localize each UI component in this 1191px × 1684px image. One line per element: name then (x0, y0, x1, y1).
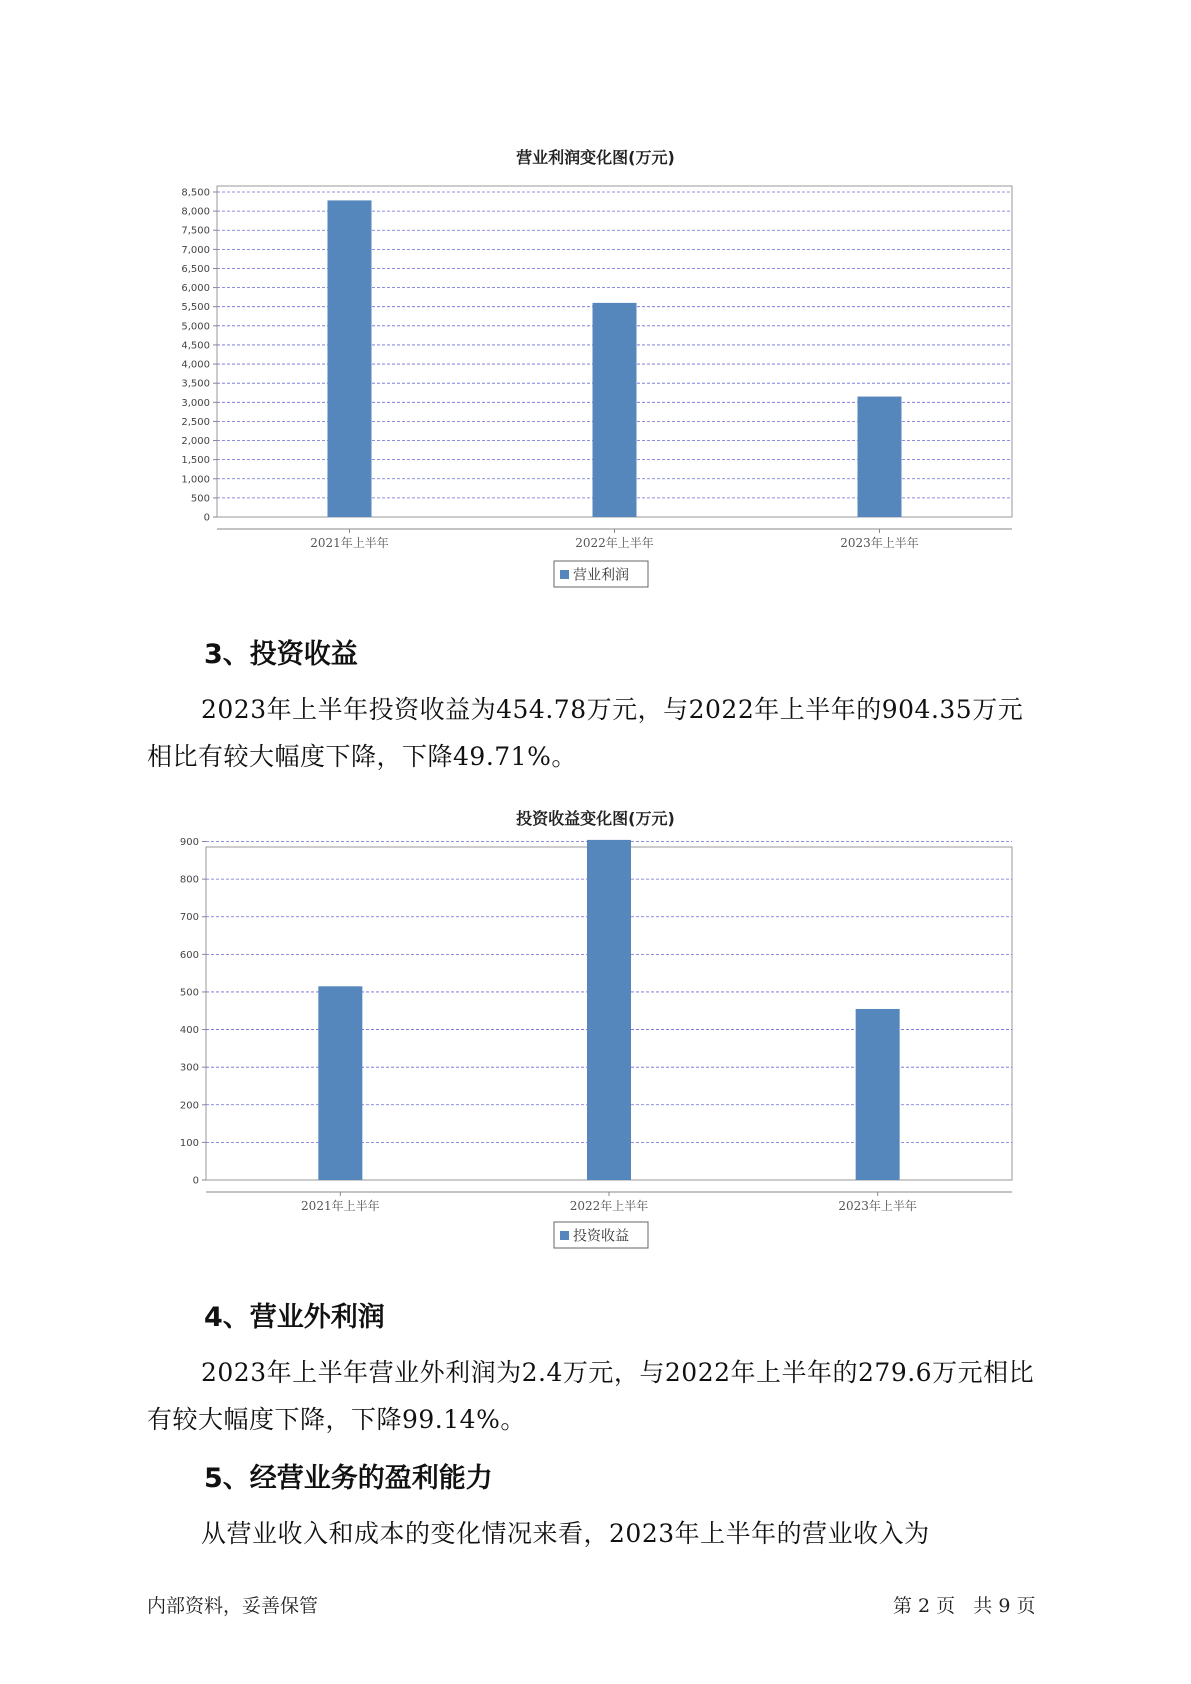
y-tick-label: 300 (179, 1062, 199, 1074)
y-tick-label: 6,500 (181, 263, 210, 275)
x-tick-label: 2022年上半年 (575, 536, 654, 550)
legend (554, 1222, 648, 1248)
y-tick-label: 8,000 (181, 206, 210, 218)
chart2-title: 投资收益变化图(万元) (516, 809, 675, 828)
y-tick-label: 5,000 (181, 321, 210, 333)
y-tick-label: 0 (203, 512, 210, 524)
section-5-heading: 5、经营业务的盈利能力 (204, 1463, 493, 1494)
section-4-paragraph: 2023年上半年营业外利润为2.4万元，与2022年上半年的279.6万元相比有较大幅度下降，下降99.14%。 (147, 1358, 1035, 1434)
x-tick-label: 2023年上半年 (840, 536, 919, 550)
section-4-heading: 4、营业外利润 (204, 1302, 385, 1333)
section-3-heading: 3、投资收益 (204, 639, 358, 670)
section-5-paragraph: 从营业收入和成本的变化情况来看，2023年上半年的营业收入为 (201, 1519, 930, 1548)
footer-page-number: 第 2 页 共 9 页 (893, 1595, 1036, 1617)
chart1-title: 营业利润变化图(万元) (516, 148, 675, 167)
y-tick-label: 7,500 (181, 225, 210, 237)
y-tick-label: 2,000 (181, 436, 210, 448)
y-tick-label: 2,500 (181, 416, 210, 428)
x-tick-label: 2021年上半年 (310, 536, 389, 550)
y-tick-label: 200 (179, 1100, 199, 1112)
y-tick-label: 800 (179, 874, 199, 886)
legend-swatch (560, 1231, 569, 1240)
y-tick-label: 900 (179, 837, 199, 849)
y-tick-label: 1,000 (181, 474, 210, 486)
section-3-paragraph: 2023年上半年投资收益为454.78万元，与2022年上半年的904.35万元相比有较大幅度下降，下降49.71%。 (147, 695, 1024, 771)
y-tick-label: 600 (179, 949, 199, 961)
y-tick-label: 1,500 (181, 455, 210, 467)
x-tick-label: 2021年上半年 (301, 1199, 380, 1213)
y-tick-label: 3,500 (181, 378, 210, 390)
y-tick-label: 500 (190, 493, 210, 505)
y-tick-label: 7,000 (181, 244, 210, 256)
legend-label: 投资收益 (573, 1228, 629, 1245)
y-tick-label: 500 (179, 987, 199, 999)
y-tick-label: 5,500 (181, 302, 210, 314)
bar (587, 840, 631, 1180)
x-tick-label: 2022年上半年 (569, 1199, 649, 1213)
bar (856, 1009, 900, 1180)
y-tick-label: 8,500 (181, 187, 210, 199)
footer-left: 内部资料，妥善保管 (147, 1595, 319, 1617)
y-tick-label: 4,500 (181, 340, 210, 352)
y-tick-label: 400 (179, 1025, 199, 1037)
y-tick-label: 4,000 (181, 359, 210, 371)
legend-label: 营业利润 (573, 567, 629, 584)
y-tick-label: 6,000 (181, 283, 210, 295)
y-tick-label: 100 (179, 1137, 199, 1149)
y-tick-label: 3,000 (181, 397, 210, 409)
y-tick-label: 0 (192, 1175, 199, 1187)
x-tick-label: 2023年上半年 (838, 1199, 917, 1213)
y-tick-label: 700 (179, 912, 199, 924)
bar (318, 986, 362, 1180)
